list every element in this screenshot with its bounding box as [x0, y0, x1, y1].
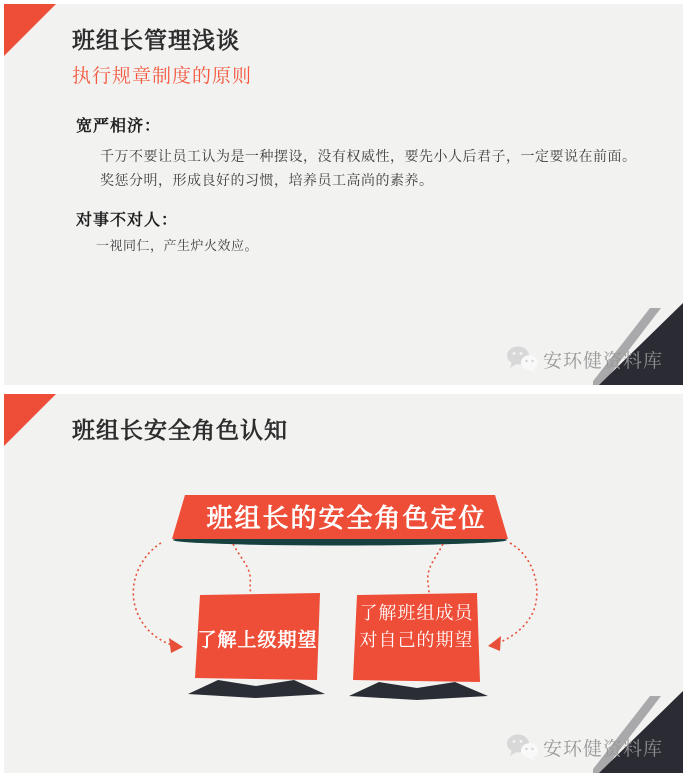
section1-line2: 奖惩分明，形成良好的习惯，培养员工高尚的素养。 — [100, 172, 434, 188]
role-diagram — [4, 394, 683, 773]
section-heading-1: 宽严相济： — [76, 118, 162, 135]
slide2-title: 班组长安全角色认知 — [72, 417, 288, 443]
watermark — [506, 345, 663, 373]
connector-left-outer — [133, 543, 172, 645]
connector-right-outer — [498, 543, 537, 643]
slide1-subtitle: 执行规章制度的原则 — [72, 66, 253, 87]
connector-right-inner — [428, 544, 443, 593]
section-heading-2: 对事不对人： — [76, 212, 179, 229]
slide1-title: 班组长管理浅谈 — [72, 27, 240, 53]
watermark-text: 安环健资料库 — [542, 738, 663, 760]
right-box-line1: 了解班组成员 — [359, 603, 474, 623]
watermark-text: 安环健资料库 — [542, 350, 663, 372]
right-box-line2: 对自己的期望 — [359, 630, 474, 650]
slide-safety-role — [4, 394, 683, 773]
left-box-base-shadow — [188, 680, 325, 698]
wechat-icon — [506, 345, 539, 373]
right-box-label — [353, 600, 480, 654]
section2-line1: 一视同仁，产生炉火效应。 — [96, 238, 259, 253]
watermark — [506, 733, 663, 761]
left-box-label: 了解上级期望 — [197, 630, 318, 651]
section1-line1: 千万不要让员工认为是一种摆设，没有权威性，要先小人后君子，一定要说在前面。 — [100, 148, 637, 164]
wechat-icon — [506, 733, 539, 761]
right-box-base-shadow — [349, 682, 488, 700]
arrowhead-right-icon — [488, 636, 501, 651]
banner-label: 班组长的安全角色定位 — [206, 503, 487, 533]
slide-management-principles — [4, 4, 683, 385]
arrowhead-left-icon — [169, 638, 183, 653]
connector-left-inner — [233, 544, 251, 593]
red-corner-triangle-icon — [4, 4, 56, 56]
